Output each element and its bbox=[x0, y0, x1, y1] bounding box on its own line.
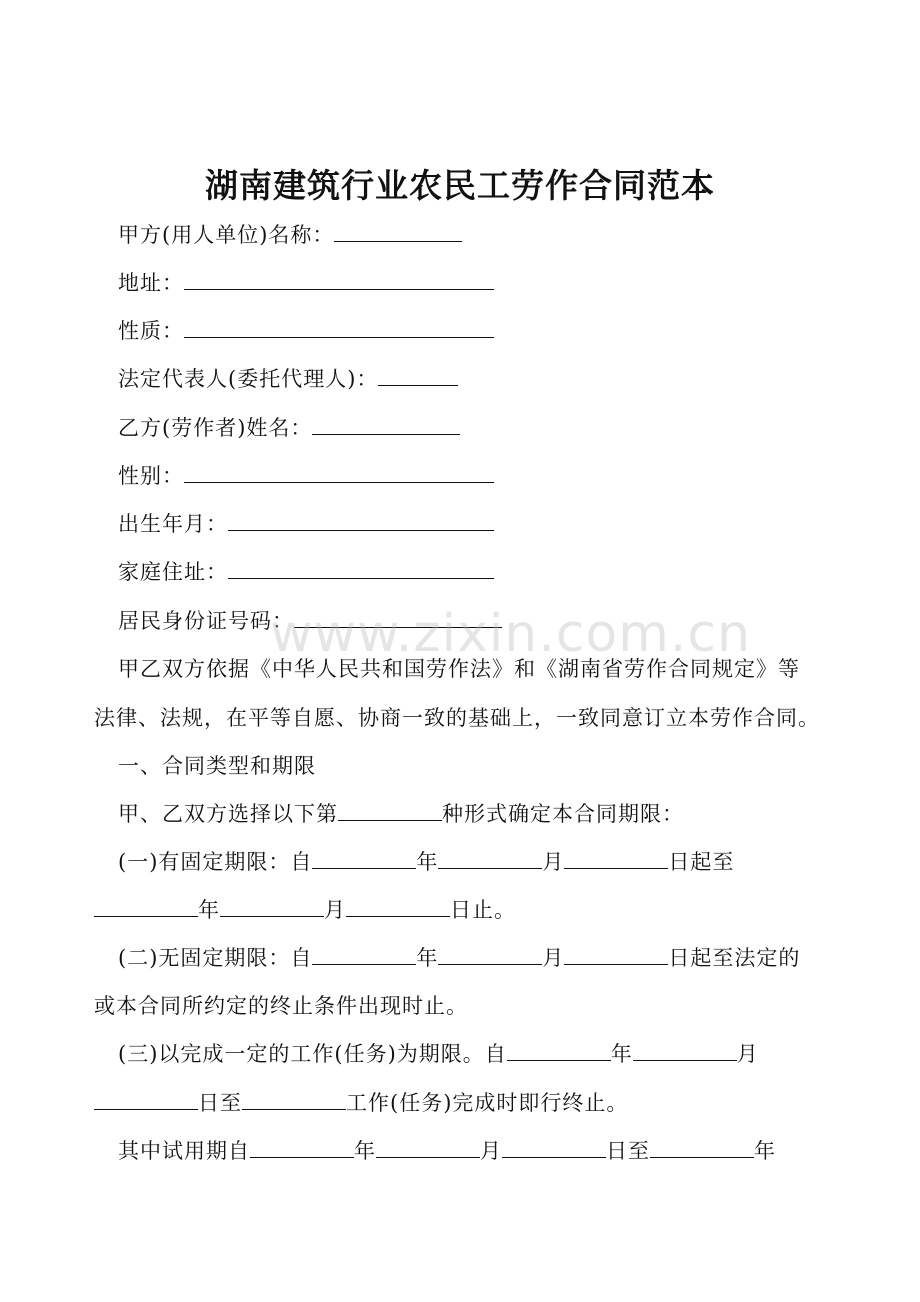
gender-label: 性别： bbox=[118, 464, 184, 488]
document-title: 湖南建筑行业农民工劳作合同范本 bbox=[205, 166, 715, 205]
fixed-month-label: 月 bbox=[542, 850, 565, 874]
choose-form-blank[interactable] bbox=[338, 800, 442, 821]
legal-rep-blank[interactable] bbox=[378, 365, 458, 386]
probation-month-label: 月 bbox=[480, 1139, 502, 1163]
home-address-blank[interactable] bbox=[228, 558, 494, 579]
task-term-prefix: (三)以完成一定的工作(任务)为期限。自 bbox=[118, 1042, 507, 1066]
intro-line-2: 法律、法规，在平等自愿、协商一致的基础上，一致同意订立本劳作合同。 bbox=[94, 706, 820, 730]
fixed-end-month-blank[interactable] bbox=[220, 896, 324, 917]
id-number-row bbox=[118, 606, 502, 636]
fixed-term-prefix: (一)有固定期限：自 bbox=[118, 850, 313, 874]
nature-label: 性质： bbox=[118, 319, 184, 343]
legal-rep-label: 法定代表人(委托代理人)： bbox=[118, 367, 379, 391]
choose-form-row bbox=[118, 799, 684, 829]
probation-start-month-blank[interactable] bbox=[376, 1137, 480, 1158]
home-address-row bbox=[118, 557, 494, 587]
task-term-end-row bbox=[94, 1088, 628, 1118]
address-label: 地址： bbox=[118, 271, 184, 295]
task-day-to-label: 日至 bbox=[198, 1091, 242, 1115]
task-start-year-blank[interactable] bbox=[507, 1040, 611, 1061]
gender-blank[interactable] bbox=[184, 462, 494, 483]
watermark: www.zixin.com.cn bbox=[270, 604, 751, 664]
probation-start-day-blank[interactable] bbox=[502, 1137, 606, 1158]
probation-prefix: 其中试用期自 bbox=[118, 1139, 250, 1163]
open-suffix-label: 日起至法定的 bbox=[668, 946, 801, 970]
probation-day-to-label: 日至 bbox=[606, 1139, 650, 1163]
open-term-prefix: (二)无固定期限：自 bbox=[118, 946, 313, 970]
gender-row bbox=[118, 461, 494, 491]
fixed-start-day-blank[interactable] bbox=[564, 848, 668, 869]
probation-start-year-blank[interactable] bbox=[250, 1137, 354, 1158]
task-year-label: 年 bbox=[610, 1042, 633, 1066]
party-a-name-row bbox=[118, 220, 462, 250]
birth-label: 出生年月： bbox=[118, 512, 228, 536]
task-month-label: 月 bbox=[736, 1042, 759, 1066]
task-start-month-blank[interactable] bbox=[633, 1040, 737, 1061]
task-end-label: 工作(任务)完成时即行终止。 bbox=[346, 1091, 629, 1115]
open-month-label: 月 bbox=[542, 946, 565, 970]
choose-form-prefix: 甲、乙双方选择以下第 bbox=[118, 802, 338, 826]
open-term-row bbox=[118, 943, 800, 973]
nature-blank[interactable] bbox=[184, 317, 494, 338]
probation-year-label: 年 bbox=[354, 1139, 376, 1163]
fixed-end-month-label: 月 bbox=[324, 898, 346, 922]
probation-end-year-blank[interactable] bbox=[650, 1137, 754, 1158]
open-start-year-blank[interactable] bbox=[312, 944, 416, 965]
fixed-end-year-label: 年 bbox=[198, 898, 220, 922]
fixed-end-year-blank[interactable] bbox=[94, 896, 198, 917]
intro-line-1: 甲乙双方依据《中华人民共和国劳作法》和《湖南省劳作合同规定》等 bbox=[118, 657, 800, 681]
fixed-start-year-blank[interactable] bbox=[312, 848, 416, 869]
party-a-name-blank[interactable] bbox=[334, 221, 462, 242]
open-year-label: 年 bbox=[416, 946, 439, 970]
task-end-blank[interactable] bbox=[242, 1089, 346, 1110]
party-b-name-blank[interactable] bbox=[312, 414, 460, 435]
open-term-line-2: 或本合同所约定的终止条件出现时止。 bbox=[94, 994, 468, 1018]
fixed-term-end-row bbox=[94, 895, 516, 925]
fixed-day-to-label: 日起至 bbox=[668, 850, 735, 874]
home-address-label: 家庭住址： bbox=[118, 560, 228, 584]
probation-row bbox=[118, 1136, 776, 1166]
open-start-day-blank[interactable] bbox=[564, 944, 668, 965]
party-b-name-row bbox=[118, 413, 460, 443]
fixed-term-row bbox=[118, 847, 734, 877]
nature-row bbox=[118, 316, 494, 346]
fixed-year-label: 年 bbox=[416, 850, 439, 874]
birth-blank[interactable] bbox=[228, 510, 494, 531]
address-blank[interactable] bbox=[184, 269, 494, 290]
choose-form-suffix: 种形式确定本合同期限： bbox=[442, 802, 684, 826]
party-b-name-label: 乙方(劳作者)姓名： bbox=[118, 416, 313, 440]
open-start-month-blank[interactable] bbox=[438, 944, 542, 965]
fixed-end-label: 日止。 bbox=[450, 898, 516, 922]
task-start-day-blank[interactable] bbox=[94, 1089, 198, 1110]
birth-row bbox=[118, 509, 494, 539]
fixed-start-month-blank[interactable] bbox=[438, 848, 542, 869]
probation-end-year-label: 年 bbox=[754, 1139, 776, 1163]
fixed-end-day-blank[interactable] bbox=[346, 896, 450, 917]
task-term-row bbox=[118, 1039, 759, 1069]
id-number-blank[interactable] bbox=[294, 607, 502, 628]
id-number-label: 居民身份证号码： bbox=[118, 609, 294, 633]
section-1-heading: 一、合同类型和期限 bbox=[118, 754, 316, 778]
legal-rep-row bbox=[118, 364, 458, 394]
party-a-name-label: 甲方(用人单位)名称： bbox=[118, 223, 335, 247]
address-row bbox=[118, 268, 494, 298]
